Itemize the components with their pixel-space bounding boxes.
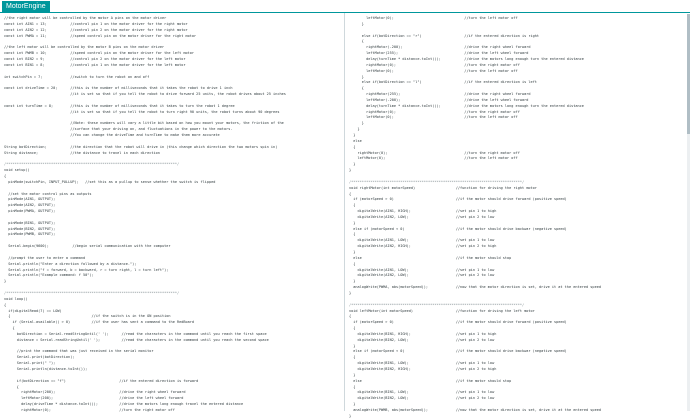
code-line: } <box>349 74 364 79</box>
code-line: if (motorSpeed > 0) //if the motor should drive forward (positive speed) <box>349 320 567 325</box>
separator-comment: /********************************************************************************/ <box>4 290 180 295</box>
code-line: //it is set so that if you tell the robot to drive forward 25 units, the robot drives about 25 inches <box>4 92 286 97</box>
code-line: if(botDirection == "f") //if the entered direction is forward <box>4 378 199 383</box>
code-line: rightMotor(0); //turn the right motor off <box>349 62 520 67</box>
code-line: Serial.println("Enter a direction followed by a distance."); <box>4 261 137 266</box>
code-line: //surface that your driving on, and fluctuations in the power to the motors. <box>4 127 233 132</box>
code-line: rightMotor(-200); //drive the right wheel forward <box>349 45 531 50</box>
code-line: rightMotor(0); //turn the right motor off <box>4 407 175 412</box>
code-line: //prompt the user to enter a command <box>4 255 86 260</box>
code-line: leftMotor(200); //drive the left wheel forward <box>4 396 184 401</box>
code-line: else if (motorSpeed < 0) //if the motor should drive backwar (negative speed) <box>349 226 567 231</box>
code-line: const int PWMA = 11; //speed control pin on the motor driver for the right motor <box>4 33 197 38</box>
code-line: String distance; //the distance to travel in each direction <box>4 150 160 155</box>
code-line: Serial.println("Example command: f 50"); <box>4 273 94 278</box>
code-line: String botDirection; //the direction that the robot will drive in (this change which direction the two motors spin in) <box>4 144 278 149</box>
code-line: { <box>4 173 7 178</box>
code-line: rightMotor(255); //drive the right wheel forward <box>349 92 531 97</box>
code-line: //set the motor control pins as outputs <box>4 191 92 196</box>
code-line: Serial.print(botDirection); <box>4 355 75 360</box>
code-line: } <box>4 279 7 284</box>
code-line: { <box>349 355 356 360</box>
code-line: } <box>349 250 356 254</box>
code-panel-right[interactable] <box>345 14 690 418</box>
code-line: const int driveTime = 20; //this is the number of milliseconds that it takes the robot to drive 1 inch <box>4 86 233 91</box>
code-line: pinMode(BIN2, OUTPUT); <box>4 226 56 231</box>
code-line: { <box>349 39 364 44</box>
code-line: pinMode(PWMB, OUTPUT); <box>4 232 56 237</box>
code-line: //Note: these numbers will vary a little bit based on how you mount your motors, the friction of the <box>4 121 284 126</box>
separator-comment: /********************************************************************************/ <box>4 162 180 167</box>
code-line: } <box>349 220 356 225</box>
code-line: pinMode(AIN2, OUTPUT); <box>4 203 56 208</box>
code-line: digitalWrite(AIN2, LOW); //set pin 2 to low <box>349 273 495 278</box>
code-line: analogWrite(PWMA, abs(motorSpeed)); //now that the motor direction is set, drive it at the entered speed <box>349 285 601 290</box>
code-line: rightMotor(200); //drive the right wheel forward <box>4 390 186 395</box>
code-line: else if (motorSpeed < 0) //if the motor should drive backwar (negative speed) <box>349 349 567 354</box>
code-line: rightMotor(0); //turn the right motor off <box>349 109 520 114</box>
code-line: leftMotor(0); //turn the left motor off <box>349 156 518 161</box>
code-line: } <box>349 413 352 418</box>
code-line: if (Serial.available() > 0) //if the user has sent a command to the RedBoard <box>4 320 195 325</box>
code-line: { <box>4 384 19 389</box>
code-line: } <box>349 290 352 295</box>
code-line: { <box>349 326 356 331</box>
code-line: //the right motor will be controlled by the motor A pins on the motor driver <box>4 16 167 20</box>
tab-motorengine[interactable]: MotorEngine <box>2 1 50 12</box>
code-line: { <box>349 384 356 389</box>
code-line: const int BIN2 = 9; //control pin 2 on the motor driver for the left motor <box>4 56 186 61</box>
tab-underline <box>0 12 690 13</box>
code-line: } <box>349 372 356 377</box>
code-line: rightMotor(0); //turn the right motor off <box>349 150 520 155</box>
code-line: } <box>349 343 356 348</box>
code-line: { <box>349 232 356 237</box>
code-line: } <box>349 121 364 126</box>
tab-bar <box>0 0 690 12</box>
code-line: { <box>349 261 356 266</box>
code-line: pinMode(PWMA, OUTPUT); <box>4 209 56 214</box>
code-line: } <box>349 21 364 26</box>
code-line: { <box>4 326 15 331</box>
code-line: Serial.print(" "); <box>4 361 56 366</box>
code-line: //You can change the driveTime and turnTime to make them more accurate <box>4 133 220 137</box>
code-line: digitalWrite(AIN1, HIGH); //set pin 1 to high <box>349 209 497 214</box>
code-line: void rightMotor(int motorSpeed) //function for driving the right motor <box>349 185 537 190</box>
code-line: leftMotor(-200); //drive the left wheel forward <box>349 97 529 102</box>
code-line: void setup() <box>4 168 30 173</box>
code-line: void leftMotor(int motorSpeed) //function for driving the left motor <box>349 308 535 313</box>
code-line: digitalWrite(AIN1, LOW); //set pin 1 to low <box>349 267 495 272</box>
code-line: digitalWrite(AIN1, LOW); //set pin 1 to low <box>349 238 495 243</box>
code-line: Serial.begin(9600); //begin serial communication with the computer <box>4 244 171 249</box>
separator-comment: /********************************************************************************/ <box>349 302 525 307</box>
code-line: distance = Serial.readStringUntil(' '); //read the characters in the command until you reach the second space <box>4 337 269 342</box>
code-line: } <box>349 402 356 407</box>
code-line: int switchPin = 7; //switch to turn the robot on and off <box>4 74 150 79</box>
code-line: if(digitalRead(7) == LOW) <box>4 308 62 313</box>
code-line: { //if the switch is in the ON position <box>4 314 171 319</box>
code-line: Serial.println(distance.toInt()); <box>4 367 88 371</box>
code-line: void loop() <box>4 296 28 301</box>
code-line: analogWrite(PWMB, abs(motorSpeed)); //now that the motor direction is set, drive it at the entered speed <box>349 407 601 412</box>
code-line: digitalWrite(BIN1, LOW); //set pin 1 to low <box>349 390 495 395</box>
code-line: //print the command that was just received in the serial monitor <box>4 349 154 354</box>
code-line: const int AIN2 = 12; //control pin 2 on the motor driver for the right motor <box>4 27 188 32</box>
code-line: digitalWrite(BIN1, LOW); //set pin 1 to low <box>349 361 495 366</box>
code-line: } <box>349 133 356 137</box>
code-line: digitalWrite(BIN2, HIGH); //set pin 2 to high <box>349 367 497 371</box>
code-line: pinMode(AIN1, OUTPUT); <box>4 197 56 202</box>
code-line: const int AIN1 = 13; //control pin 1 on the motor driver for the right motor <box>4 21 188 26</box>
code-line: digitalWrite(BIN2, LOW); //set pin 2 to low <box>349 396 495 401</box>
code-line: } <box>349 127 360 132</box>
code-line: else if(botDirection == "l") //if the entered direction is left <box>349 80 537 85</box>
code-line: Serial.println("f = forward, b = backward, r = turn right, l = turn left"); <box>4 267 169 272</box>
code-line: delay(turnTime * distance.toInt()); //drive the motors long enough turn the entered distance <box>349 56 584 61</box>
code-line: const int turnTime = 8; //this is the number of milliseconds that it takes to turn the robot 1 degree <box>4 103 235 108</box>
code-line: pinMode(BIN1, OUTPUT); <box>4 220 56 225</box>
code-line: pinMode(switchPin, INPUT_PULLUP); //set this as a pullup to sense whether the switch is flipped <box>4 179 216 184</box>
code-line: { <box>349 314 352 319</box>
code-panel-left[interactable] <box>0 14 345 411</box>
code-line: const int BIN1 = 8; //control pin 1 on the motor driver for the left motor <box>4 62 186 67</box>
code-line: delay(driveTime * distance.toInt()); //drive the motors long enough travel the entered distance <box>4 402 244 407</box>
code-line: digitalWrite(AIN2, HIGH); //set pin 2 to high <box>349 244 497 249</box>
code-line: } <box>349 168 352 173</box>
code-line: //the left motor will be controlled by the motor B pins on the motor driver <box>4 45 165 50</box>
code-line: else //if the motor should stop <box>349 255 512 260</box>
code-line: else <box>349 138 362 143</box>
code-line: leftMotor(0); //turn the left motor off <box>349 115 518 120</box>
code-line: { <box>4 302 7 307</box>
code-line: { <box>349 203 356 208</box>
code-line: digitalWrite(BIN1, HIGH); //set pin 1 to high <box>349 331 497 336</box>
separator-comment: /********************************************************************************/ <box>349 179 525 184</box>
code-line: { <box>349 144 356 149</box>
code-line: if (motorSpeed > 0) //if the motor should drive forward (positive speed) <box>349 197 567 202</box>
code-line: leftMotor(0); //turn the left motor off <box>349 68 518 73</box>
code-line: } <box>349 279 356 284</box>
code-line: leftMotor(255); //drive the left wheel forward <box>349 51 529 56</box>
code-line: //it is set so that if you tell the robot to turn right 90 units, the robot turns about 90 degrees <box>4 109 280 114</box>
code-line: digitalWrite(BIN2, LOW); //set pin 2 to low <box>349 337 495 342</box>
code-line: } <box>349 162 356 167</box>
code-line: { <box>349 191 352 196</box>
code-line: { <box>349 86 364 91</box>
code-line: botDirection = Serial.readStringUntil(' '); //read the characters in the command until you reach the first space <box>4 331 267 336</box>
code-line: else //if the motor should stop <box>349 378 512 383</box>
code-line: const int PWMB = 10; //speed control pin on the motor driver for the left motor <box>4 51 195 56</box>
code-line: delay(turnTime * distance.toInt()); //drive the motors long enough turn the entered distance <box>349 103 584 108</box>
code-line: leftMotor(0); //turn the left motor off <box>349 16 518 20</box>
code-line: else if(botDirection == "r") //if the entered direction is right <box>349 33 540 38</box>
code-line: digitalWrite(AIN2, LOW); //set pin 2 to low <box>349 214 495 219</box>
